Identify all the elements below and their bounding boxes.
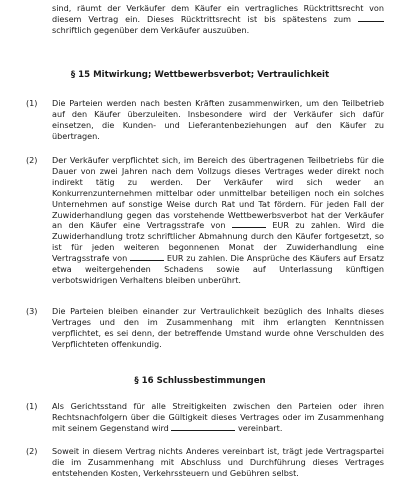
item-number: (3): [26, 306, 38, 316]
paragraph-text: vereinbart.: [237, 422, 283, 433]
item-number: (1): [26, 401, 38, 411]
penalty-amount-blank: [232, 220, 266, 228]
paragraph-text: Als Gerichtsstand für alle Streitigkeiten zwischen den Parteien oder ihren Rechtsnachfolgern über die Gültigkeit dieses Vertrages oder im Zusammenhang mit seinem Gegenstand wird: [52, 401, 384, 433]
paragraph-text: EUR zu zahlen. Wird die Zuwiderhandlung trotz schriftlicher Abmahnung durch den Käufer fortgesetzt, so ist für jeden weiteren begonnenen Monat der Zuwiderhandlung eine Vertragsstrafe von: [52, 220, 384, 264]
paragraph-text: Der Verkäufer verpflichtet sich, im Bereich des übertragenen Teilbetriebs für die Dauer von zwei Jahren nach dem Vollzugs dieses Vertrages weder direkt noch indirekt tätig zu werden. Der Verkäufer wird sich weder an Konkurrenzunternehmen mittelbar oder unmittelbar beteiligen noch ein solches Unternehmen auf sonstige Weise durch Rat und Tat fördern. Für jeden Fall der Zuwiderhandlung gegen das vorstehende Wettbewerbsverbot hat der Verkäufer an den Käufer eine Vertragsstrafe von: [52, 155, 384, 231]
section-16-heading: § 16 Schlussbestimmungen: [134, 376, 266, 386]
monthly-penalty-blank: [130, 253, 164, 261]
date-blank: [358, 14, 384, 22]
intro-text: sind, räumt der Verkäufer dem Käufer ein vertragliches Rücktrittsrecht von diesem Vertrag ein. Dieses Rücktrittsrecht ist bis spätestens zum: [52, 3, 384, 24]
section-15-paragraph-1: Die Parteien werden nach besten Kräften zusammenwirken, um den Teilbetrieb auf den Käufer überzuleiten. Insbesondere wird der Verkäufer sich dafür einsetzen, die Kunden- und Lieferantenbeziehungen auf den Käufer zu übertragen.: [52, 98, 384, 141]
section-16-paragraph-2: Soweit in diesem Vertrag nichts Anderes vereinbart ist, trägt jede Vertragspartei die im Zusammenhang mit Abschluss und Durchführung dieses Vertrages entstehenden Kosten, Verkehrssteuern und Gebühren selbst.: [52, 446, 384, 478]
section-16-paragraph-1: [52, 401, 384, 434]
intro-paragraph: [52, 3, 384, 36]
section-15-paragraph-3: Die Parteien bleiben einander zur Vertraulichkeit bezüglich des Inhalts dieses Vertrages und den im Zusammenhang mit ihm erlangten Kenntnissen verpflichtet, es sei denn, der betreffende Umstand wurde ohne Verschulden des Verpflichteten offenkundig.: [52, 306, 384, 349]
item-number: (1): [26, 98, 38, 108]
intro-text-end: schriftlich gegenüber dem Verkäufer auszuüben.: [52, 24, 250, 35]
item-number: (2): [26, 446, 38, 456]
section-15-heading: § 15 Mitwirkung; Wettbewerbsverbot; Vertraulichkeit: [70, 70, 330, 80]
paragraph-text: EUR zu zahlen. Die Ansprüche des Käufers auf Ersatz etwa weitergehenden Schadens sowie auf Unterlassung künftigen verbotswidrigen Verhaltens bleiben unberührt.: [52, 253, 385, 285]
jurisdiction-blank: [171, 423, 235, 431]
item-number: (2): [26, 155, 38, 165]
section-15-paragraph-2: [52, 155, 384, 286]
